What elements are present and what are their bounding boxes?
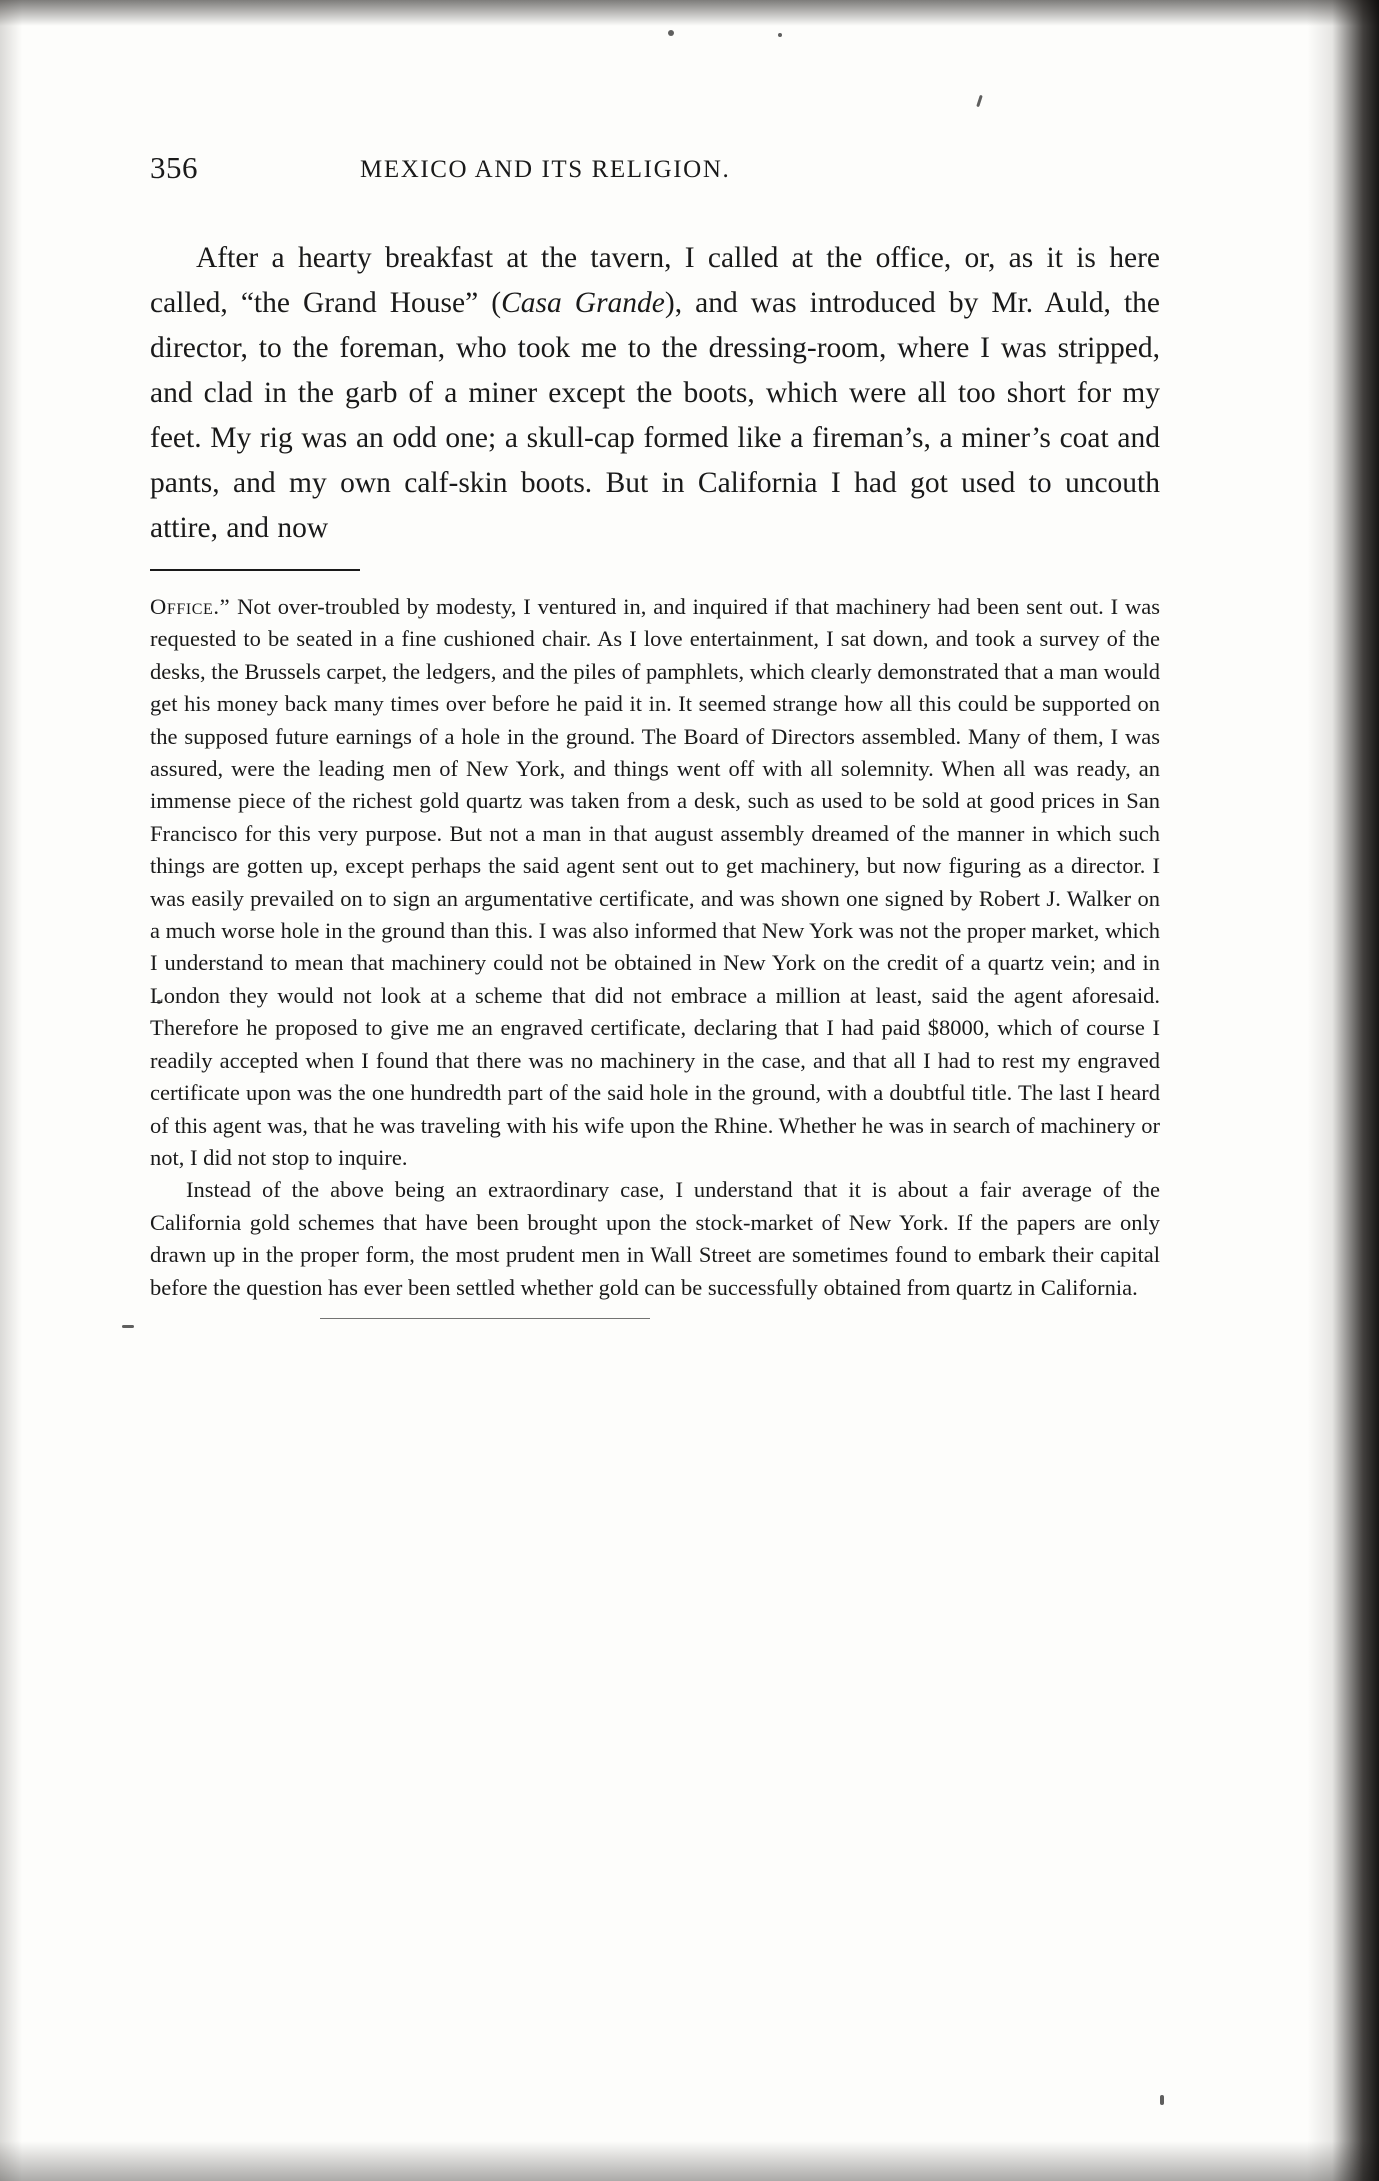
footnote-paragraph-1-text: Not over-troubled by modesty, I ventured in, and inquired if that machinery had been sent out. I was requested to be seated in a fine cushioned chair. As I love entertainment, I sat down, and took a survey of the desks, the Brussels carpet, the ledgers, and the piles of pamphlets, which clearly demonstrated that a man would get his money back many times over before he paid it in. It seemed strange how all this could be supported on the supposed future earnings of a hole in the ground. The Board of Directors assembled. Many of them, I was assured, were the leading men of New York, and things went off with all solemnity. When all was ready, an immense piece of the richest gold quartz was taken from a desk, such as used to be sold at good prices in San Francisco for this very purpose. But not a man in that august assembly dreamed of the manner in which such things are gotten up, except perhaps the said agent sent out to get machinery, but now figuring as a director. I was easily prevailed on to sign an argumentative certificate, and was shown one signed by Robert J. Walker on a much worse hole in the ground than this. I was also informed that New York was not the proper market, which I understand to mean that machinery could not be obtained in New York on the credit of a quartz vein; and in London they would not look at a scheme that did not embrace a million at least, said the agent aforesaid. Therefore he proposed to give me an engraved certificate, declaring that I had paid $8000, which of course I readily accepted when I found that there was no machinery in the case, and that all I had to rest my engraved certificate upon was the one hundredth part of the said hole in the ground, with a doubtful title. The last I heard of this agent was, that he was traveling with his wife upon the Rhine. Whether he was in search of machinery or not, I did not stop to inquire. (150, 594, 1160, 1170)
scan-edge-right (1307, 0, 1379, 2181)
running-head-title: MEXICO AND ITS RELIGION. (360, 156, 731, 183)
body-paragraph-text: After a hearty breakfast at the tavern, I called at the office, or, as it is here called, “the Grand House” (Casa Grande), and was introduced by Mr. Auld, the director, to the foreman, who took me to the dressing-room, where I was stripped, and clad in the garb of a miner except the boots, which were all too short for my feet. My rig was an odd one; a skull-cap formed like a fireman’s, a miner’s coat and pants, and my own calf-skin boots. But in California I had got used to uncouth attire, and now (150, 242, 1160, 544)
scan-edge-top (0, 0, 1379, 26)
footnote-bottom-rule (320, 1318, 650, 1319)
page-content (150, 150, 1160, 1319)
footnote-block (150, 591, 1160, 1304)
page-number: 356 (150, 150, 198, 185)
scan-edge-left (0, 0, 22, 2181)
scan-speck (976, 95, 983, 107)
scan-edge-bottom (0, 2141, 1379, 2181)
footnote-paragraph-1 (150, 591, 1160, 1174)
scan-speck (668, 30, 674, 36)
footnote-paragraph-2: Instead of the above being an extraordinary case, I understand that it is about a fair average of the California gold schemes that have been brought upon the stock-market of New York. If the papers are only drawn up in the proper form, the most prudent men in Wall Street are sometimes found to embark their capital before the question has ever been settled whether gold can be successfully obtained from quartz in California. (150, 1177, 1160, 1300)
scan-speck (1160, 2095, 1164, 2105)
scan-speck (122, 1325, 134, 1328)
running-head (150, 150, 1160, 202)
footnote-divider-rule (150, 569, 360, 571)
body-paragraph (150, 236, 1160, 551)
scan-speck (778, 33, 782, 37)
footnote-lead-smallcaps: Office.” (150, 594, 231, 619)
